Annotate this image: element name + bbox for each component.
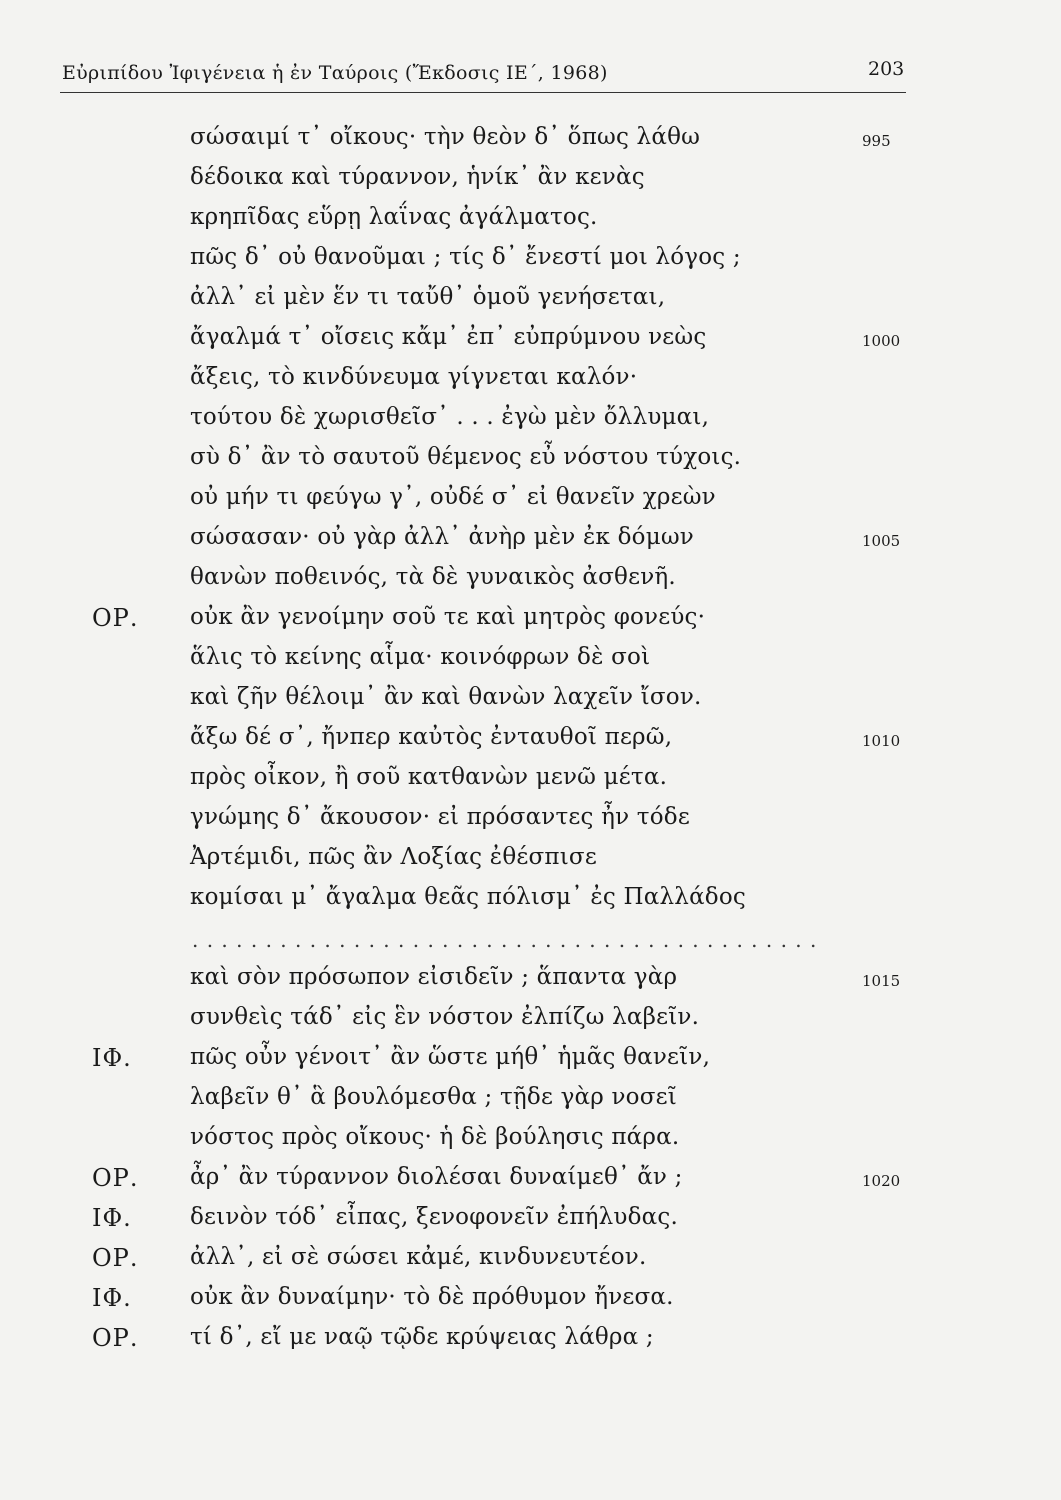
verse-text: ἀλλ᾽, εἰ σὲ σώσει κἀμέ, κινδυνευτέον.: [190, 1244, 647, 1270]
verse-line: [0, 364, 1061, 404]
header-rule: [60, 92, 906, 93]
verse-text-block: [0, 124, 1061, 1364]
speaker-label: ΟΡ.: [92, 604, 139, 632]
verse-line: [0, 444, 1061, 484]
lacuna-dots: . . . . . . . . . . . . . . . . . . . . . . . . . . . . . . . . . . . . . . . . . . .: [192, 928, 818, 952]
speaker-label: ΙΦ.: [92, 1284, 132, 1312]
verse-line: [0, 804, 1061, 844]
verse-line: [0, 1324, 1061, 1364]
verse-line: [0, 324, 1061, 364]
verse-text: καὶ ζῆν θέλοιμ᾽ ἂν καὶ θανὼν λαχεῖν ἴσον.: [190, 684, 702, 710]
verse-line: [0, 1164, 1061, 1204]
verse-line: [0, 524, 1061, 564]
verse-line: [0, 1004, 1061, 1044]
verse-line: [0, 1204, 1061, 1244]
line-number: 1015: [862, 972, 901, 990]
verse-line: [0, 244, 1061, 284]
verse-text: οὐκ ἂν δυναίμην· τὸ δὲ πρόθυμον ἤνεσα.: [190, 1284, 674, 1310]
line-number: 995: [862, 132, 891, 150]
verse-text: ἄγαλμά τ᾽ οἴσεις κἄμ᾽ ἐπ᾽ εὐπρύμνου νεὼς: [190, 324, 707, 350]
verse-line: [0, 644, 1061, 684]
verse-text: λαβεῖν θ᾽ ἃ βουλόμεσθα ; τῇδε γὰρ νοσεῖ: [190, 1084, 677, 1110]
line-number: 1000: [862, 332, 901, 350]
page-number: 203: [868, 58, 905, 80]
verse-text: συνθεὶς τάδ᾽ εἰς ἓν νόστον ἐλπίζω λαβεῖν.: [190, 1004, 700, 1030]
verse-text: Ἀρτέμιδι, πῶς ἂν Λοξίας ἐθέσπισε: [190, 844, 597, 870]
verse-text: οὐ μήν τι φεύγω γ᾽, οὐδέ σ᾽ εἰ θανεῖν χρεὼν: [190, 484, 716, 510]
verse-text: ἅλις τὸ κείνης αἷμα· κοινόφρων δὲ σοὶ: [190, 644, 651, 670]
verse-text: δέδοικα καὶ τύραννον, ἡνίκ᾽ ἂν κενὰς: [190, 164, 645, 190]
verse-line: [0, 484, 1061, 524]
verse-text: ἀλλ᾽ εἰ μὲν ἕν τι ταὔθ᾽ ὁμοῦ γενήσεται,: [190, 284, 666, 310]
verse-line: [0, 684, 1061, 724]
verse-text: ἄξεις, τὸ κινδύνευμα γίγνεται καλόν·: [190, 364, 638, 390]
verse-text: καὶ σὸν πρόσωπον εἰσιδεῖν ; ἅπαντα γὰρ: [190, 964, 678, 990]
verse-text: σώσασαν· οὐ γὰρ ἀλλ᾽ ἀνὴρ μὲν ἐκ δόμων: [190, 524, 694, 550]
verse-text: τούτου δὲ χωρισθεῖσ᾽ . . . ἐγὼ μὲν ὄλλυμαι,: [190, 404, 710, 430]
verse-line: [0, 964, 1061, 1004]
verse-line: [0, 1284, 1061, 1324]
verse-text: ἄξω δέ σ᾽, ἤνπερ καὐτὸς ἐνταυθοῖ περῶ,: [190, 724, 673, 750]
verse-text: κρηπῖδας εὕρῃ λαΐνας ἀγάλματος.: [190, 204, 598, 230]
speaker-label: ΟΡ.: [92, 1324, 139, 1352]
speaker-label: ΙΦ.: [92, 1044, 132, 1072]
verse-line: [0, 604, 1061, 644]
verse-text: σὺ δ᾽ ἂν τὸ σαυτοῦ θέμενος εὖ νόστου τύχοις.: [190, 444, 742, 470]
verse-line: [0, 764, 1061, 804]
verse-text: θανὼν ποθεινός, τὰ δὲ γυναικὸς ἀσθενῆ.: [190, 564, 676, 590]
verse-line: [0, 124, 1061, 164]
verse-text: δεινὸν τόδ᾽ εἶπας, ξενοφονεῖν ἐπήλυδας.: [190, 1204, 678, 1230]
verse-line: [0, 564, 1061, 604]
running-header-title: Εὐριπίδου Ἰφιγένεια ἡ ἐν Ταύροις (Ἔκδοσις ΙΕ΄, 1968): [62, 62, 608, 84]
verse-line: [0, 1244, 1061, 1284]
verse-text: κομίσαι μ᾽ ἄγαλμα θεᾶς πόλισμ᾽ ἐς Παλλάδος: [190, 884, 746, 910]
verse-text: τί δ᾽, εἴ με ναῷ τῷδε κρύψειας λάθρα ;: [190, 1324, 654, 1350]
verse-text: πῶς δ᾽ οὐ θανοῦμαι ; τίς δ᾽ ἔνεστί μοι λόγος ;: [190, 244, 741, 270]
speaker-label: ΙΦ.: [92, 1204, 132, 1232]
verse-line: [0, 204, 1061, 244]
verse-line: [0, 724, 1061, 764]
verse-line: [0, 164, 1061, 204]
verse-text: ἆρ᾽ ἂν τύραννον διολέσαι δυναίμεθ᾽ ἄν ;: [190, 1164, 683, 1190]
verse-line: [0, 404, 1061, 444]
verse-line: [0, 924, 1061, 964]
line-number: 1005: [862, 532, 901, 550]
verse-text: πρὸς οἶκον, ἢ σοῦ κατθανὼν μενῶ μέτα.: [190, 764, 668, 790]
line-number: 1010: [862, 732, 901, 750]
verse-text: γνώμης δ᾽ ἄκουσον· εἰ πρόσαντες ἦν τόδε: [190, 804, 690, 830]
line-number: 1020: [862, 1172, 901, 1190]
verse-line: [0, 1044, 1061, 1084]
verse-line: [0, 1124, 1061, 1164]
verse-text: πῶς οὖν γένοιτ᾽ ἂν ὥστε μήθ᾽ ἡμᾶς θανεῖν,: [190, 1044, 711, 1070]
verse-text: σώσαιμί τ᾽ οἴκους· τὴν θεὸν δ᾽ ὅπως λάθω: [190, 124, 701, 150]
verse-line: [0, 284, 1061, 324]
speaker-label: ΟΡ.: [92, 1164, 139, 1192]
verse-line: [0, 844, 1061, 884]
verse-line: [0, 884, 1061, 924]
speaker-label: ΟΡ.: [92, 1244, 139, 1272]
verse-text: οὐκ ἂν γενοίμην σοῦ τε καὶ μητρὸς φονεύς·: [190, 604, 706, 630]
verse-line: [0, 1084, 1061, 1124]
verse-text: νόστος πρὸς οἴκους· ἡ δὲ βούλησις πάρα.: [190, 1124, 680, 1150]
